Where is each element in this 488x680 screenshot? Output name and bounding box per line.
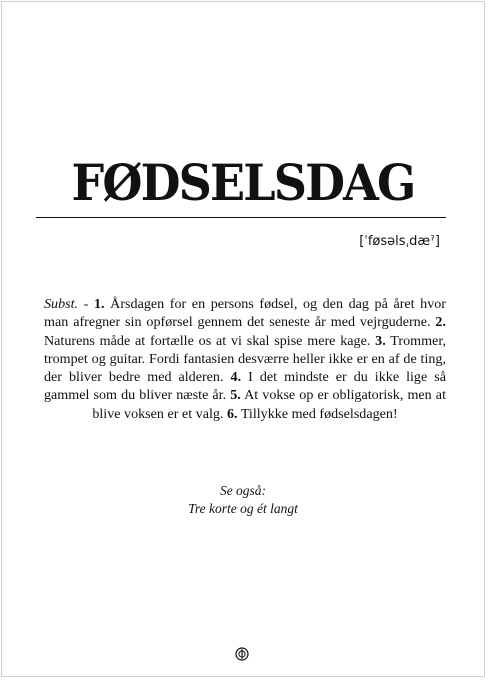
definition-item-2: Naturens måde at fortælle os at vi skal spise mere kage. — [44, 332, 376, 349]
definition-number-3: 3. — [375, 332, 386, 349]
definition-item-3: Trommer, trompet og guitar. Fordi fantasien desværre heller ikke er en af de ting, der bliver bedre med alderen. — [44, 332, 446, 386]
definition-number-1: 1. — [93, 296, 105, 312]
definition-number-2: 2. — [435, 314, 446, 331]
headword-title: FØDSELSDAG — [71, 153, 415, 212]
see-also-value: Tre korte og ét langt — [188, 501, 298, 516]
see-also-label: Se også: — [219, 483, 267, 498]
definition-item-5: At vokse op er obligatorisk, men at blive voksen er et valg. — [92, 387, 446, 422]
word-class: Subst. — [44, 296, 79, 312]
title-divider — [36, 217, 446, 218]
definition-item-6: Tillykke med fødselsdagen! — [237, 405, 398, 422]
circle-monogram-icon — [235, 647, 249, 661]
definition-text — [44, 295, 446, 423]
definition-number-4: 4. — [230, 369, 242, 386]
definition-item-4: I det mindste er du ikke lige så gammel som du bliver næste år. — [44, 369, 446, 404]
poster — [1, 1, 485, 677]
see-also — [2, 482, 484, 518]
definition-separator: - — [78, 296, 94, 312]
definition-item-1: Årsdagen for en persons fødsel, og den dag på året hvor man afregner sin opførsel gennem det seneste år med vejrguderne. — [44, 296, 446, 331]
definition-number-5: 5. — [230, 387, 241, 404]
definition-number-6: 6. — [226, 405, 238, 422]
phonetic-transcription: [ˈføsəlsˌdæˀ] — [359, 234, 440, 249]
